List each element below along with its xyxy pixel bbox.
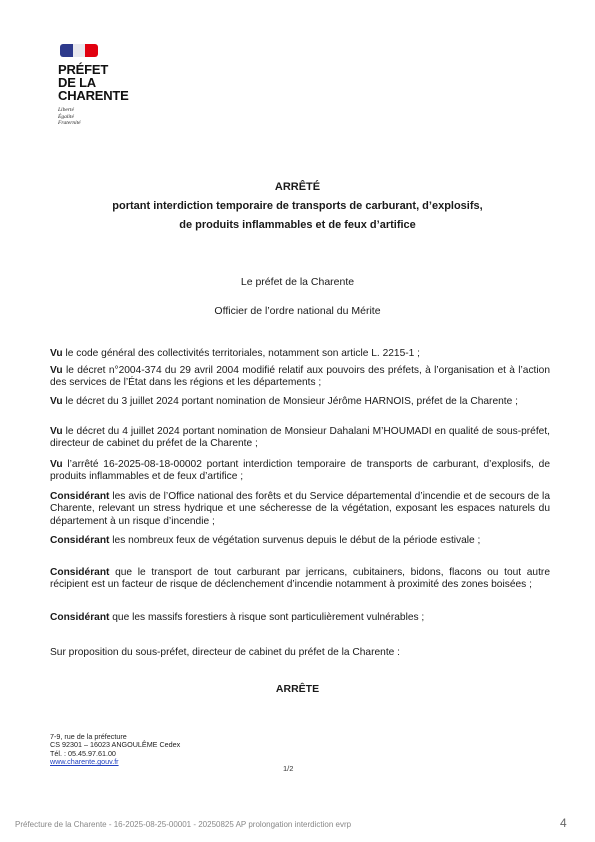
authority-prefect: Le préfet de la Charente	[240, 276, 355, 288]
clause-considerant	[50, 535, 550, 547]
page-number: 1/2	[283, 764, 294, 773]
motto-line: Fraternité	[58, 120, 81, 126]
prefecture-name-line: PRÉFET	[58, 62, 109, 77]
title-subline: de produits inflammables et de feux d’artifice	[179, 219, 416, 231]
clause-lead: Vu	[50, 459, 63, 470]
clause-text: le décret n°2004-374 du 29 avril 2004 modifié relatif aux pouvoirs des préfets, à l’organisation et à l’action des services de l’État dans les régions et les départements ;	[50, 365, 550, 389]
clause-lead: Vu	[50, 348, 63, 359]
clause-lead: Vu	[50, 396, 63, 407]
clause-vu	[50, 348, 550, 360]
clause-vu	[50, 459, 550, 484]
clause-vu	[50, 396, 550, 408]
clause-text: le décret du 4 juillet 2024 portant nomination de Monsieur Dahalani M’HOUMADI en qualité de sous-préfet, directeur de cabinet du préfet de la Charente ;	[50, 426, 550, 450]
clause-considerant	[50, 567, 550, 592]
website-link[interactable]: www.charente.gouv.fr	[50, 757, 119, 767]
clause-vu	[50, 365, 550, 390]
scan-page-number: 4	[560, 816, 567, 830]
footer-line: Tél. : 05.45.97.61.00	[50, 748, 116, 758]
clause-text: que le transport de tout carburant par jerricans, cubitainers, bidons, flacons ou tout autre récipient est un facteur de risque de déclenchement d’incendie notamment à proximité des zones boisées ;	[50, 567, 550, 591]
document-title	[0, 178, 595, 235]
clause-lead: Considérant	[50, 491, 110, 502]
prefecture-name-line: CHARENTE	[58, 88, 129, 103]
scan-reference: Préfecture de la Charente - 16-2025-08-25-00001 - 20250825 AP prolongation interdiction evrp	[15, 820, 352, 829]
footer-line: 7-9, rue de la préfecture	[50, 732, 127, 741]
clause-text: que les massifs forestiers à risque sont particulièrement vulnérables ;	[109, 612, 425, 623]
motto-line: Égalité	[58, 113, 74, 120]
arrete-heading: ARRÊTE	[275, 683, 320, 695]
authority-title: Officier de l’ordre national du Mérite	[214, 305, 381, 317]
republic-motto	[58, 107, 148, 127]
clause-text: les nombreux feux de végétation survenus depuis le début de la période estivale ;	[109, 535, 481, 546]
clause-text: le code général des collectivités territoriales, notamment son article L. 2215-1 ;	[62, 348, 420, 359]
prefecture-logo	[58, 44, 148, 127]
clause-lead: Vu	[50, 365, 63, 376]
title-heading: ARRÊTÉ	[274, 181, 321, 193]
clause-considerant	[50, 491, 550, 528]
clause-lead: Considérant	[50, 567, 110, 578]
clause-text: le décret du 3 juillet 2024 portant nomination de Monsieur Jérôme HARNOIS, préfet de la Charente ;	[62, 396, 518, 407]
footer-address	[50, 733, 180, 767]
motto-line: Liberté	[58, 107, 74, 113]
prefecture-name-line: DE LA	[58, 75, 97, 90]
clause-lead: Considérant	[50, 612, 110, 623]
clause-considerant	[50, 612, 550, 624]
proposal-line: Sur proposition du sous-préfet, directeur de cabinet du préfet de la Charente :	[50, 647, 400, 658]
title-subline: portant interdiction temporaire de transports de carburant, d’explosifs,	[112, 200, 483, 212]
footer-line: CS 92301 – 16023 ANGOULÊME Cedex	[50, 740, 181, 750]
prefecture-name	[58, 63, 148, 102]
clause-vu	[50, 426, 550, 451]
marianne-flag-icon	[60, 44, 98, 57]
clause-text: les avis de l’Office national des forêts et du Service départemental d’incendie et de secours de la Charente, relevant un stress hydrique et une sécheresse de la végétation, exposant les espaces naturels du département à un risque d’incendie ;	[50, 491, 550, 527]
clause-text: l’arrêté 16-2025-08-18-00002 portant interdiction temporaire de transports de carburant, d’explosifs, de produits inflammables et de feux d’artifice ;	[50, 459, 550, 483]
clause-lead: Vu	[50, 426, 63, 437]
clause-lead: Considérant	[50, 535, 110, 546]
